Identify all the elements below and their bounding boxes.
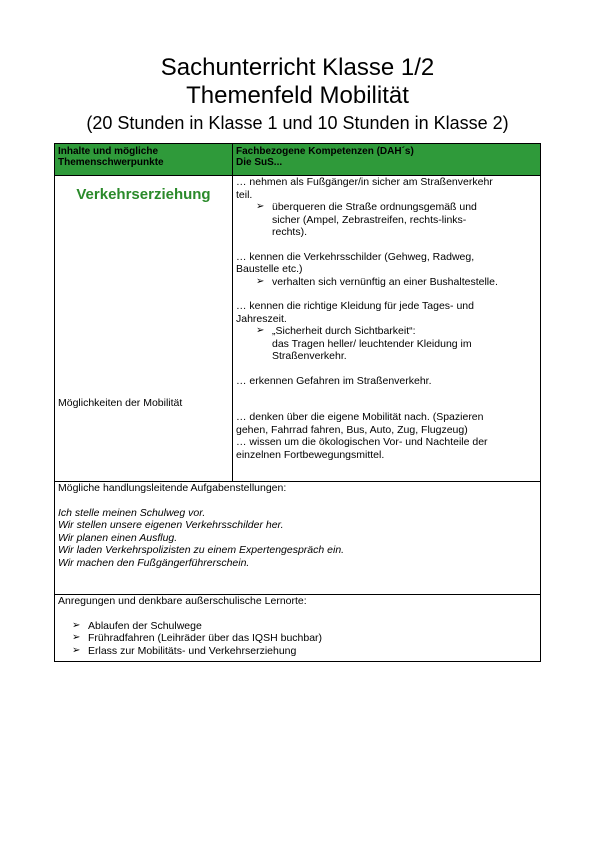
contents-cell [55,176,233,482]
arrow-bullet-icon: ➢ [256,275,265,287]
arrow-bullet-icon: ➢ [72,632,81,643]
task-item: Wir planen einen Ausflug. [58,531,178,544]
document-title: Sachunterricht Klasse 1/2 [160,54,435,81]
competency-1-line-2: teil. [236,188,253,201]
title-block [0,54,595,134]
header-competencies-cell [233,144,541,176]
bullet-item [236,276,537,289]
bullet-item [236,325,537,338]
competency-3-bullet-line-2: das Tragen heller/ leuchtender Kleidung im [272,337,472,350]
competency-2-line-1: … kennen die Verkehrsschilder (Gehweg, Radweg, [236,250,475,263]
competency-1-bullet-line-2: sicher (Ampel, Zebrastreifen, rechts-links- [272,213,467,226]
tasks-row [55,482,541,595]
list-item [58,632,537,645]
header-contents-line-1: Inhalte und mögliche [58,146,159,157]
curriculum-table [54,143,541,662]
bullet-item [236,201,537,214]
competency-3-line-1: … kennen die richtige Kleidung für jede Tages- und [236,300,474,312]
competency-3-bullet-line-3: Straßenverkehr. [272,350,347,362]
table-header-row [55,144,541,176]
task-item: Wir stellen unsere eigenen Verkehrsschilder her. [58,519,284,531]
lernorte-list [58,620,537,658]
possibilities-label: Möglichkeiten der Mobilität [58,397,183,409]
competency-5-line-2: gehen, Fahrrad fahren, Bus, Auto, Zug, Flugzeug) [236,423,468,436]
lernort-label: Frühradfahren (Leihräder über das IQSH buchbar) [88,632,323,644]
competency-3-line-2: Jahreszeit. [236,312,287,325]
header-contents-cell [55,144,233,176]
lernorte-heading: Anregungen und denkbare außerschulische Lernorte: [58,595,307,607]
task-item: Ich stelle meinen Schulweg vor. [58,506,206,519]
document-subtitle: Themenfeld Mobilität [186,82,409,109]
competency-1-bullet-line-1: überqueren die Straße ordnungsgemäß und [272,201,477,213]
competency-1-line-1: … nehmen als Fußgänger/in sicher am Straßenverkehr [236,176,493,188]
topic-heading: Verkehrserziehung [76,186,211,203]
arrow-bullet-icon: ➢ [256,201,265,212]
header-competencies-line-2: Die SuS... [236,157,283,168]
competency-3-bullet-line-1: „Sicherheit durch Sichtbarkeit“: [272,325,416,337]
document-hours-note: (20 Stunden in Klasse 1 und 10 Stunden in Klasse 2) [86,113,509,133]
arrow-bullet-icon: ➢ [256,325,265,336]
competency-4: … erkennen Gefahren im Straßenverkehr. [236,374,432,387]
arrow-bullet-icon: ➢ [72,644,81,656]
competency-1-bullet-line-3: rechts). [272,226,308,238]
list-item [58,620,537,633]
competency-2-bullet: verhalten sich vernünftig an einer Bushaltestelle. [272,275,498,288]
lernorte-row [55,595,541,662]
arrow-bullet-icon: ➢ [72,619,81,631]
lernort-label: Erlass zur Mobilitäts- und Verkehrserziehung [88,644,297,657]
competency-2-line-2: Baustelle etc.) [236,263,303,275]
list-item [58,645,537,658]
table-content-row [55,176,541,482]
header-contents-line-2: Themenschwerpunkte [58,157,164,168]
tasks-heading: Mögliche handlungsleitende Aufgabenstellungen: [58,482,287,494]
competency-6-line-1: … wissen um die ökologischen Vor- und Nachteile der [236,436,488,448]
header-competencies-line-1: Fachbezogene Kompetenzen (DAH´s) [236,146,414,157]
tasks-cell [55,482,541,595]
lernort-label: Ablaufen der Schulwege [88,619,202,632]
competency-5-line-1: … denken über die eigene Mobilität nach. (Spazieren [236,411,484,423]
competencies-cell [233,176,541,482]
lernorte-cell [55,595,541,662]
competency-6-line-2: einzelnen Fortbewegungsmittel. [236,448,385,461]
task-item: Wir laden Verkehrspolizisten zu einem Expertengespräch ein. [58,544,345,556]
task-item: Wir machen den Fußgängerführerschein. [58,556,250,569]
